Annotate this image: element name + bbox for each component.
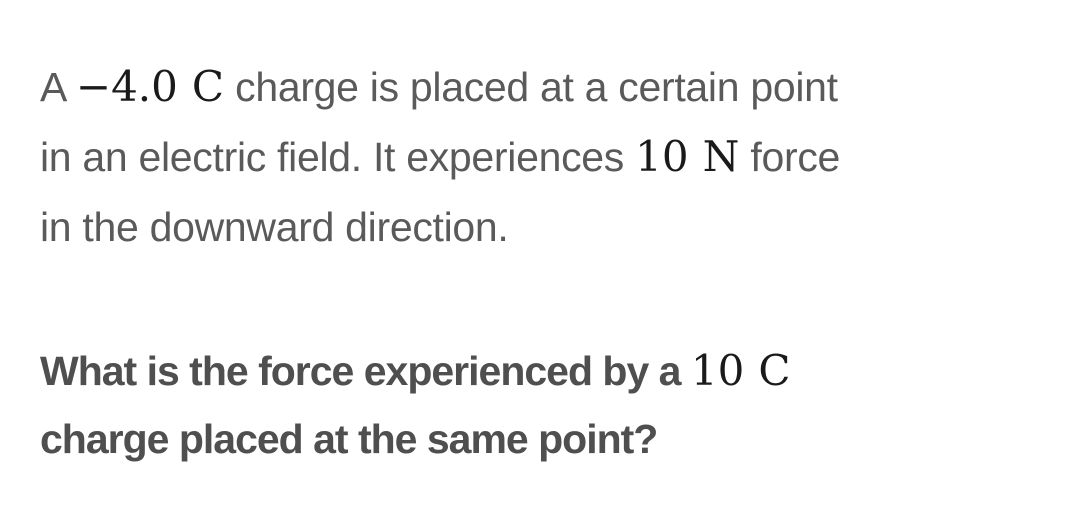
statement-text-after-charge: charge is placed at a certain point bbox=[235, 64, 838, 110]
statement-line2-start: in an electric field. It experiences bbox=[40, 134, 625, 180]
statement-line3: in the downward direction. bbox=[40, 204, 509, 250]
statement-line2-end: force bbox=[750, 134, 841, 180]
problem-container bbox=[40, 52, 1040, 473]
problem-question bbox=[40, 337, 1040, 473]
charge-value: −4.0 bbox=[75, 62, 178, 111]
question-text-start: What is the force experienced by a bbox=[40, 348, 681, 394]
charge-math bbox=[76, 62, 224, 111]
question-charge-value: 10 bbox=[690, 346, 745, 395]
problem-statement bbox=[40, 52, 1040, 262]
charge-unit: C bbox=[191, 62, 225, 111]
question-text-end: charge placed at the same point? bbox=[40, 416, 658, 462]
force-math bbox=[635, 132, 739, 181]
question-charge-unit: C bbox=[758, 346, 791, 395]
force-value: 10 bbox=[635, 132, 689, 181]
force-unit: N bbox=[702, 132, 740, 181]
statement-word-a: A bbox=[40, 64, 65, 110]
question-charge-math bbox=[691, 346, 791, 395]
